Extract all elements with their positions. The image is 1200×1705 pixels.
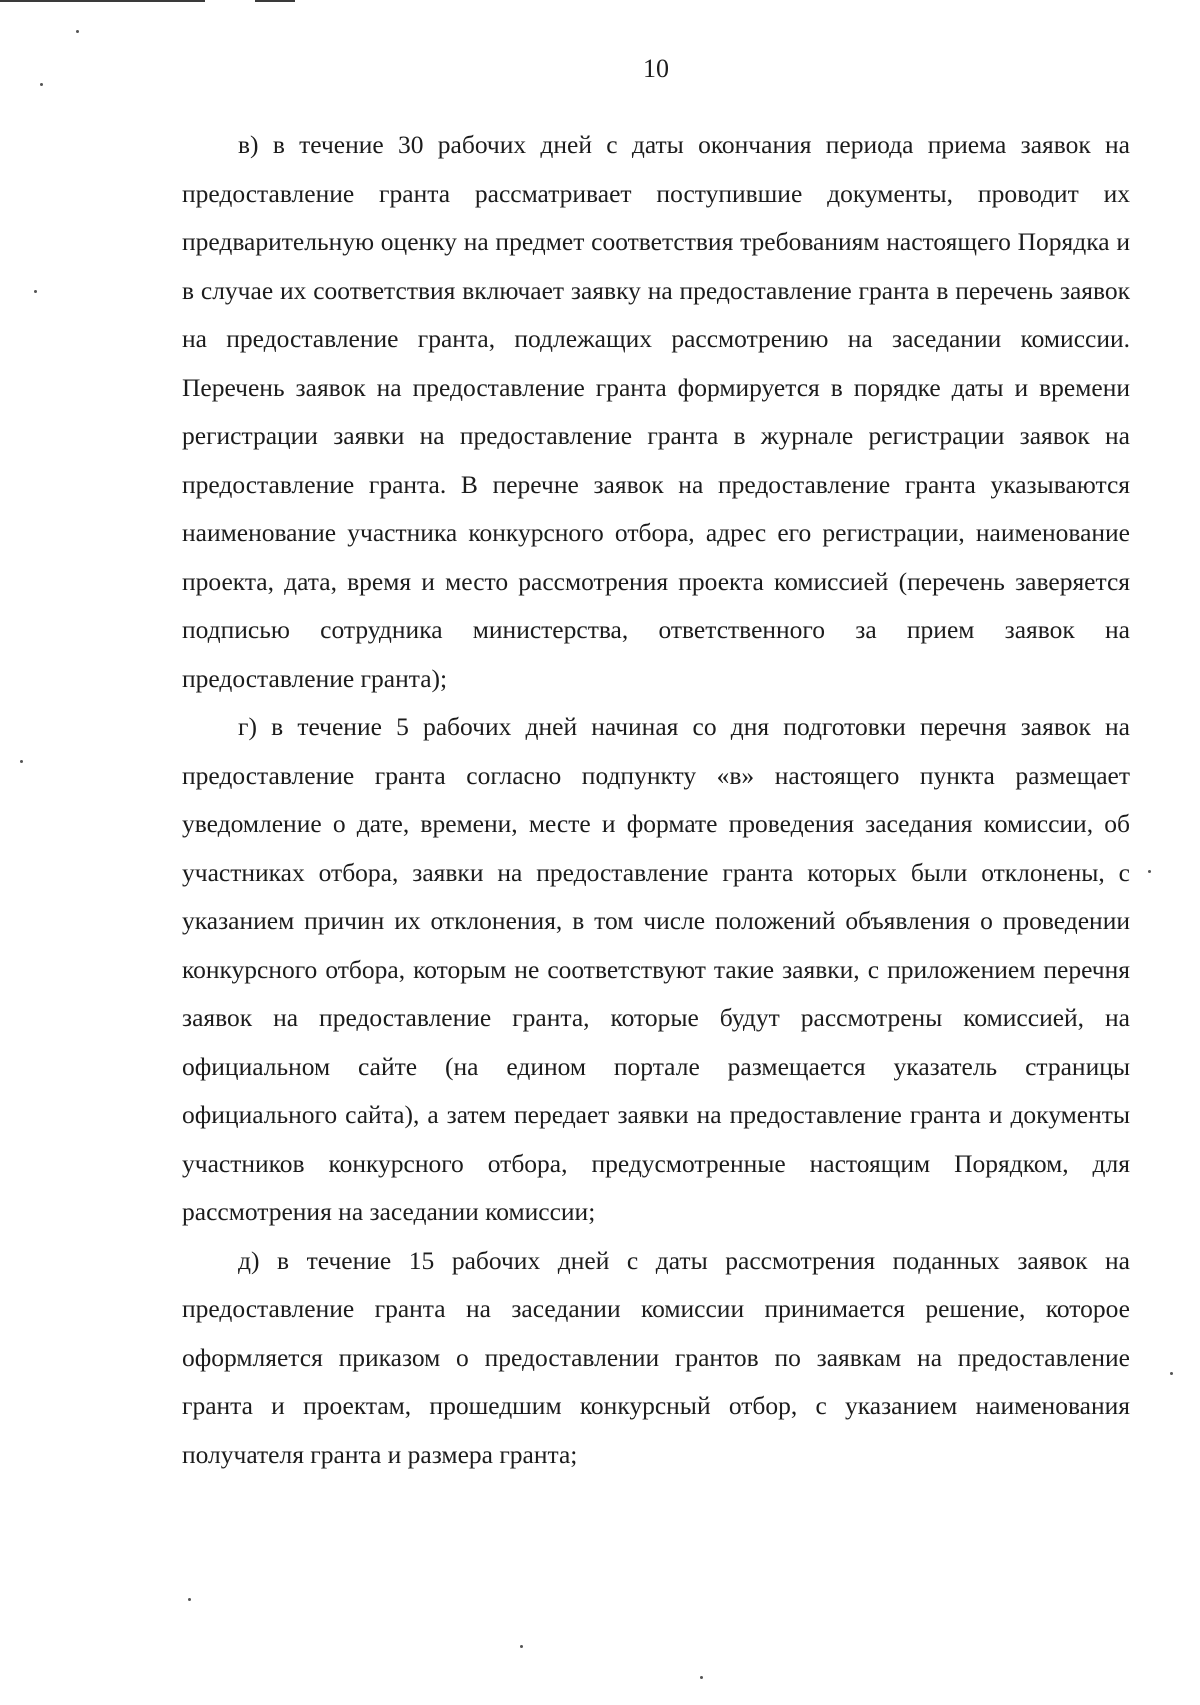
page-number: 10 [643,54,669,83]
scan-speck [1170,1372,1173,1375]
scan-edge-line [0,0,205,2]
scan-speck [1148,870,1151,873]
scan-speck [520,1645,523,1648]
scan-speck [700,1676,703,1679]
scan-speck [34,290,37,293]
scan-speck [188,1598,191,1601]
paragraph-d: д) в течение 15 рабочих дней с даты рассмотрения поданных заявок на предоставление гранта на заседании комиссии принимается решение, которое оформляется приказом о предоставлении грантов по заявкам на предоставление гранта и проектам, прошедшим конкурсный отбор, с указанием наименования получателя гранта и размера гранта; [182,1245,1130,1469]
scan-speck [20,760,23,763]
document-body [182,121,1130,1479]
scan-speck [40,83,43,86]
scan-edge-line [255,0,295,2]
paragraph-v: в) в течение 30 рабочих дней с даты окончания периода приема заявок на предоставление гранта рассматривает поступившие документы, проводит их предварительную оценку на предмет соответствия требованиям настоящего Порядка и в случае их соответствия включает заявку на предоставление гранта в перечень заявок на предоставление гранта, подлежащих рассмотрению на заседании комиссии. Перечень заявок на предоставление гранта формируется в порядке даты и времени регистрации заявки на предоставление гранта в журнале регистрации заявок на предоставление гранта. В перечне заявок на предоставление гранта указываются наименование участника конкурсного отбора, адрес его регистрации, наименование проекта, дата, время и место рассмотрения проекта комиссией (перечень заверяется подписью сотрудника министерства, ответственного за прием заявок на предоставление гранта); [182,130,1130,693]
paragraph-g: г) в течение 5 рабочих дней начиная со дня подготовки перечня заявок на предоставление гранта согласно подпункту «в» настоящего пункта размещает уведомление о дате, времени, месте и формате проведения заседания комиссии, об участниках отбора, заявки на предоставление гранта которых были отклонены, с указанием причин их отклонения, в том числе положений объявления о проведении конкурсного отбора, которым не соответствуют такие заявки, с приложением перечня заявок на предоставление гранта, которые будут рассмотрены комиссией, на официальном сайте (на едином портале размещается указатель страницы официального сайта), а затем передает заявки на предоставление гранта и документы участников конкурсного отбора, предусмотренные настоящим Порядком, для рассмотрения на заседании комиссии; [182,712,1130,1226]
scan-speck [76,30,79,33]
